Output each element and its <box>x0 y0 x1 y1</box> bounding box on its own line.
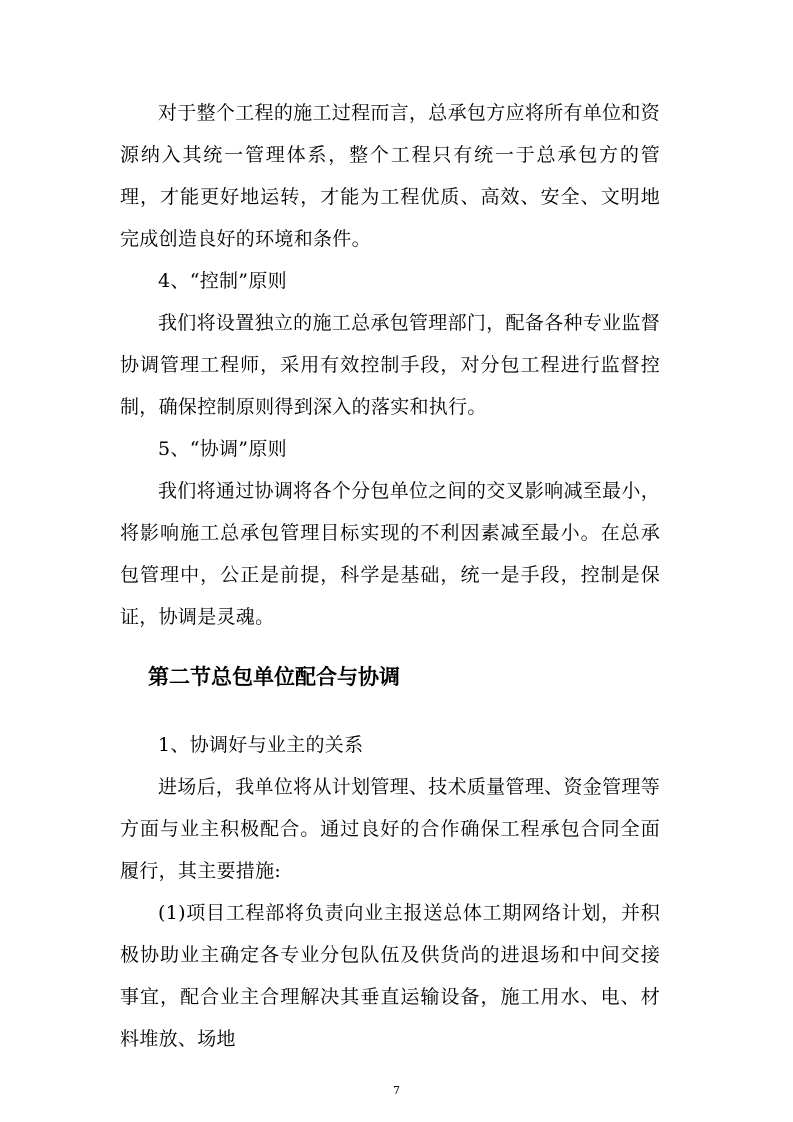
paragraph-overall-management: 对于整个工程的施工过程而言，总承包方应将所有单位和资源纳入其统一管理体系，整个工程只有统一于总承包方的管理，才能更好地运转，才能为工程优质、高效、安全、文明地完成创造良好的环境和条件。 <box>120 102 660 250</box>
paragraph-measure-1: (1)项目工程部将负责向业主报送总体工期网络计划，并积极协助业主确定各专业分包队伍及供货尚的进退场和中间交接事宜，配合业主合理解决其垂直运输设备，施工用水、电、材料堆放、场地 <box>120 902 660 1050</box>
item-heading-owner-relations: 1、协调好与业主的关系 <box>158 734 364 756</box>
item-heading-control-principle: 4、“控制”原则 <box>158 270 287 292</box>
paragraph-control-principle: 我们将设置独立的施工总承包管理部门，配备各种专业监督协调管理工程师，采用有效控制手段，对分包工程进行监督控制，确保控制原则得到深入的落实和执行。 <box>120 312 660 418</box>
paragraph-owner-cooperation: 进场后，我单位将从计划管理、技术质量管理、资金管理等方面与业主积极配合。通过良好的合作确保工程承包合同全面履行，其主要措施: <box>120 776 660 882</box>
section-heading: 第二节总包单位配合与协调 <box>148 665 400 689</box>
page-body <box>120 92 660 1060</box>
paragraph-coordination-principle: 我们将通过协调将各个分包单位之间的交叉影响减至最小，将影响施工总承包管理目标实现的不利因素减至最小。在总承包管理中，公正是前提，科学是基础，统一是手段，控制是保证，协调是灵魂。 <box>120 480 660 628</box>
item-heading-coordination-principle: 5、“协调”原则 <box>158 438 287 460</box>
page-number: 7 <box>393 1084 400 1097</box>
